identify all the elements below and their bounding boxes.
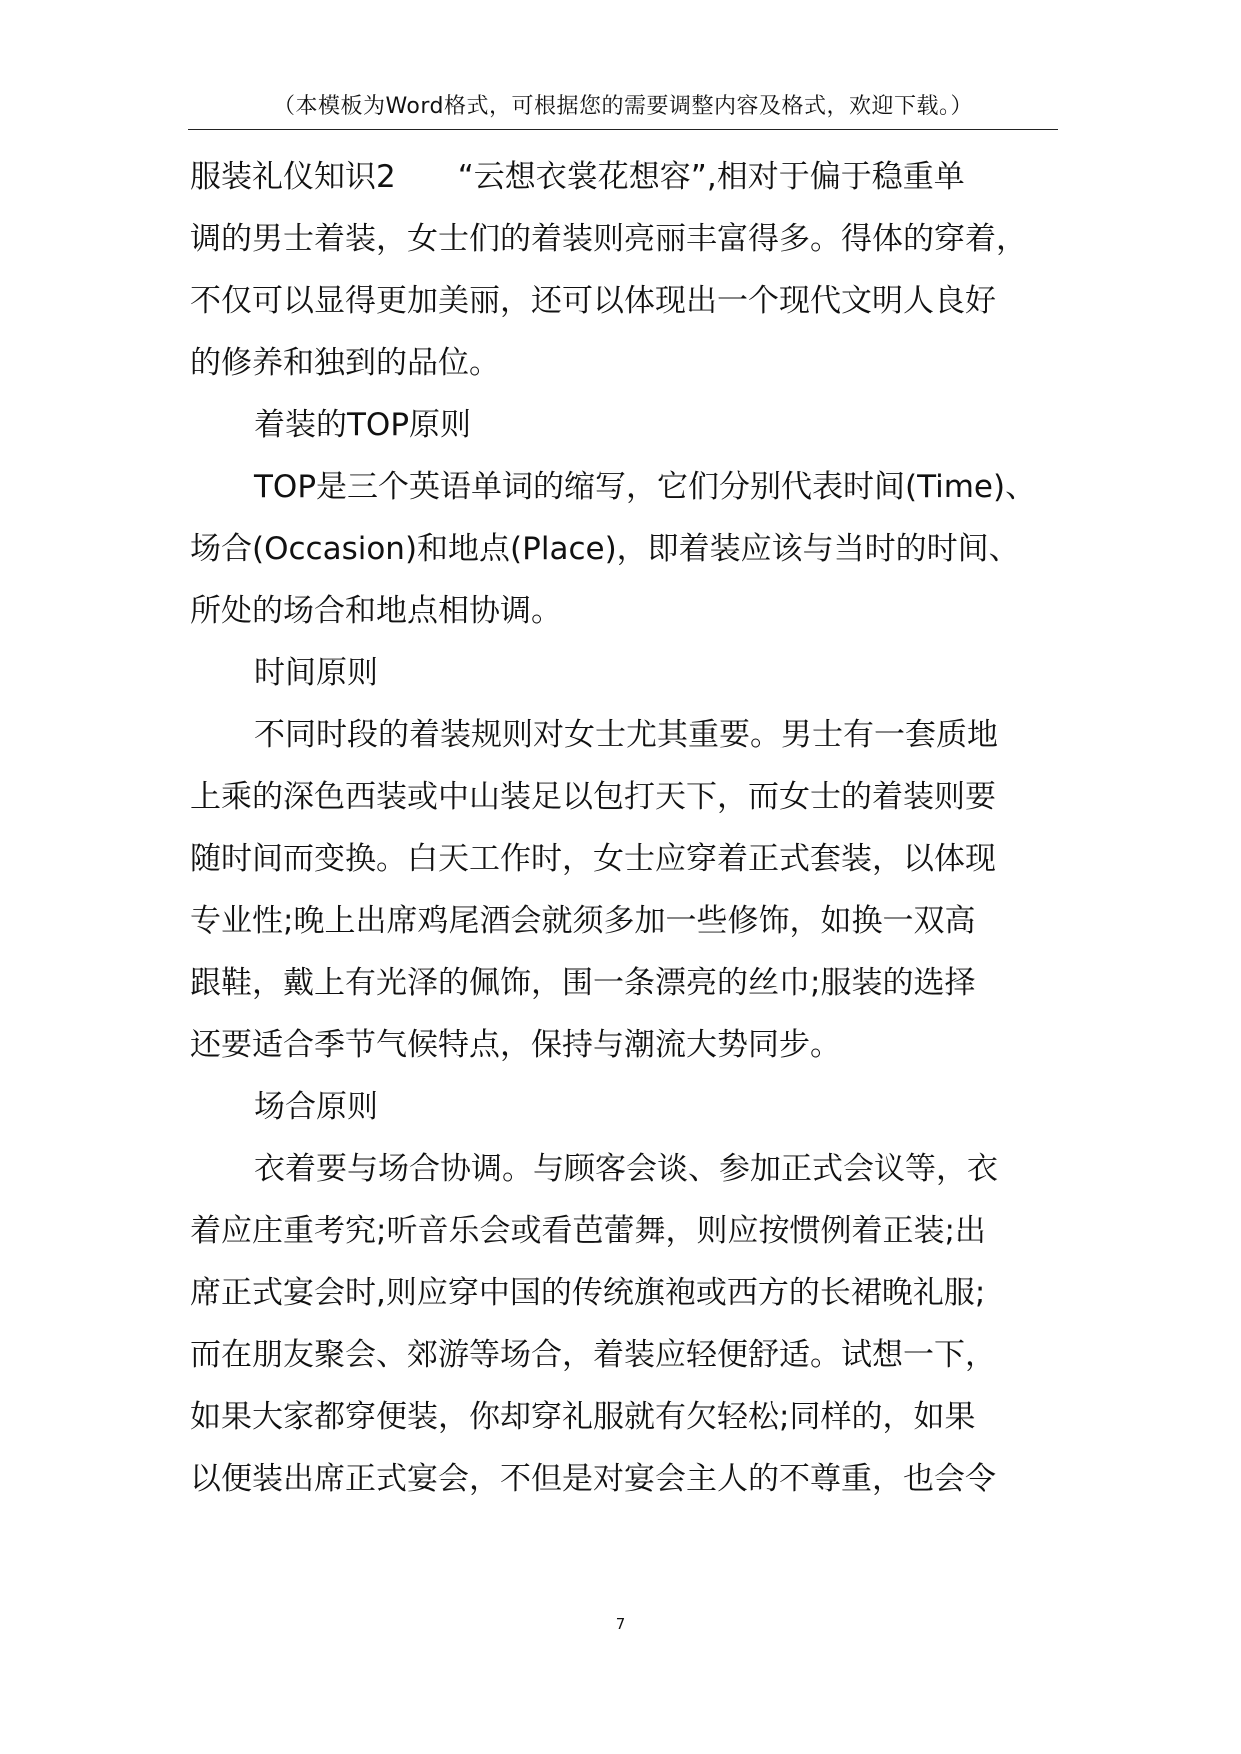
paragraph-intro-line: 不仅可以显得更加美丽，还可以体现出一个现代文明人良好 [190, 283, 996, 319]
paragraph-intro-line: 调的男士着装，女士们的着装则亮丽丰富得多。得体的穿着， [190, 221, 1027, 257]
paragraph-occasion-line: 衣着要与场合协调。与顾客会谈、参加正式会议等，衣 [254, 1151, 998, 1187]
section-heading-occasion-principle: 场合原则 [254, 1089, 378, 1125]
paragraph-occasion-line: 席正式宴会时,则应穿中国的传统旗袍或西方的长裙晚礼服; [190, 1275, 986, 1311]
paragraph-occasion-line: 以便装出席正式宴会，不但是对宴会主人的不尊重，也会令 [190, 1461, 996, 1497]
paragraph-time-line: 不同时段的着装规则对女士尤其重要。男士有一套质地 [254, 717, 998, 753]
document-body [190, 146, 1060, 1510]
header-divider [188, 129, 1058, 130]
paragraph-occasion-line: 而在朋友聚会、郊游等场合，着装应轻便舒适。试想一下， [190, 1337, 996, 1373]
paragraph-intro-line: 的修养和独到的品位。 [190, 345, 500, 381]
section-heading-time-principle: 时间原则 [254, 655, 378, 691]
paragraph-time-line: 上乘的深色西装或中山装足以包打天下，而女士的着装则要 [190, 779, 996, 815]
paragraph-top-line: 场合(Occasion)和地点(Place)，即着装应该与当时的时间、 [190, 531, 1020, 567]
template-note-header: （本模板为Word格式，可根据您的需要调整内容及格式，欢迎下载。） [272, 94, 974, 119]
paragraph-intro-line: 服装礼仪知识2 “云想衣裳花想容”,相对于偏于稳重单 [190, 159, 965, 195]
paragraph-time-line: 还要适合季节气候特点，保持与潮流大势同步。 [190, 1027, 841, 1063]
paragraph-time-line: 专业性;晚上出席鸡尾酒会就须多加一些修饰，如换一双高 [190, 903, 976, 939]
paragraph-occasion-line: 如果大家都穿便装，你却穿礼服就有欠轻松;同样的，如果 [190, 1399, 976, 1435]
paragraph-top-line: TOP是三个英语单词的缩写，它们分别代表时间(Time)、 [254, 469, 1037, 505]
page-number: 7 [615, 1615, 626, 1633]
paragraph-occasion-line: 着应庄重考究;听音乐会或看芭蕾舞，则应按惯例着正装;出 [190, 1213, 986, 1249]
paragraph-time-line: 跟鞋，戴上有光泽的佩饰，围一条漂亮的丝巾;服装的选择 [190, 965, 976, 1001]
paragraph-time-line: 随时间而变换。白天工作时，女士应穿着正式套装，以体现 [190, 841, 996, 877]
paragraph-top-line: 所处的场合和地点相协调。 [190, 593, 562, 629]
section-heading-top-principle: 着装的TOP原则 [254, 407, 472, 443]
